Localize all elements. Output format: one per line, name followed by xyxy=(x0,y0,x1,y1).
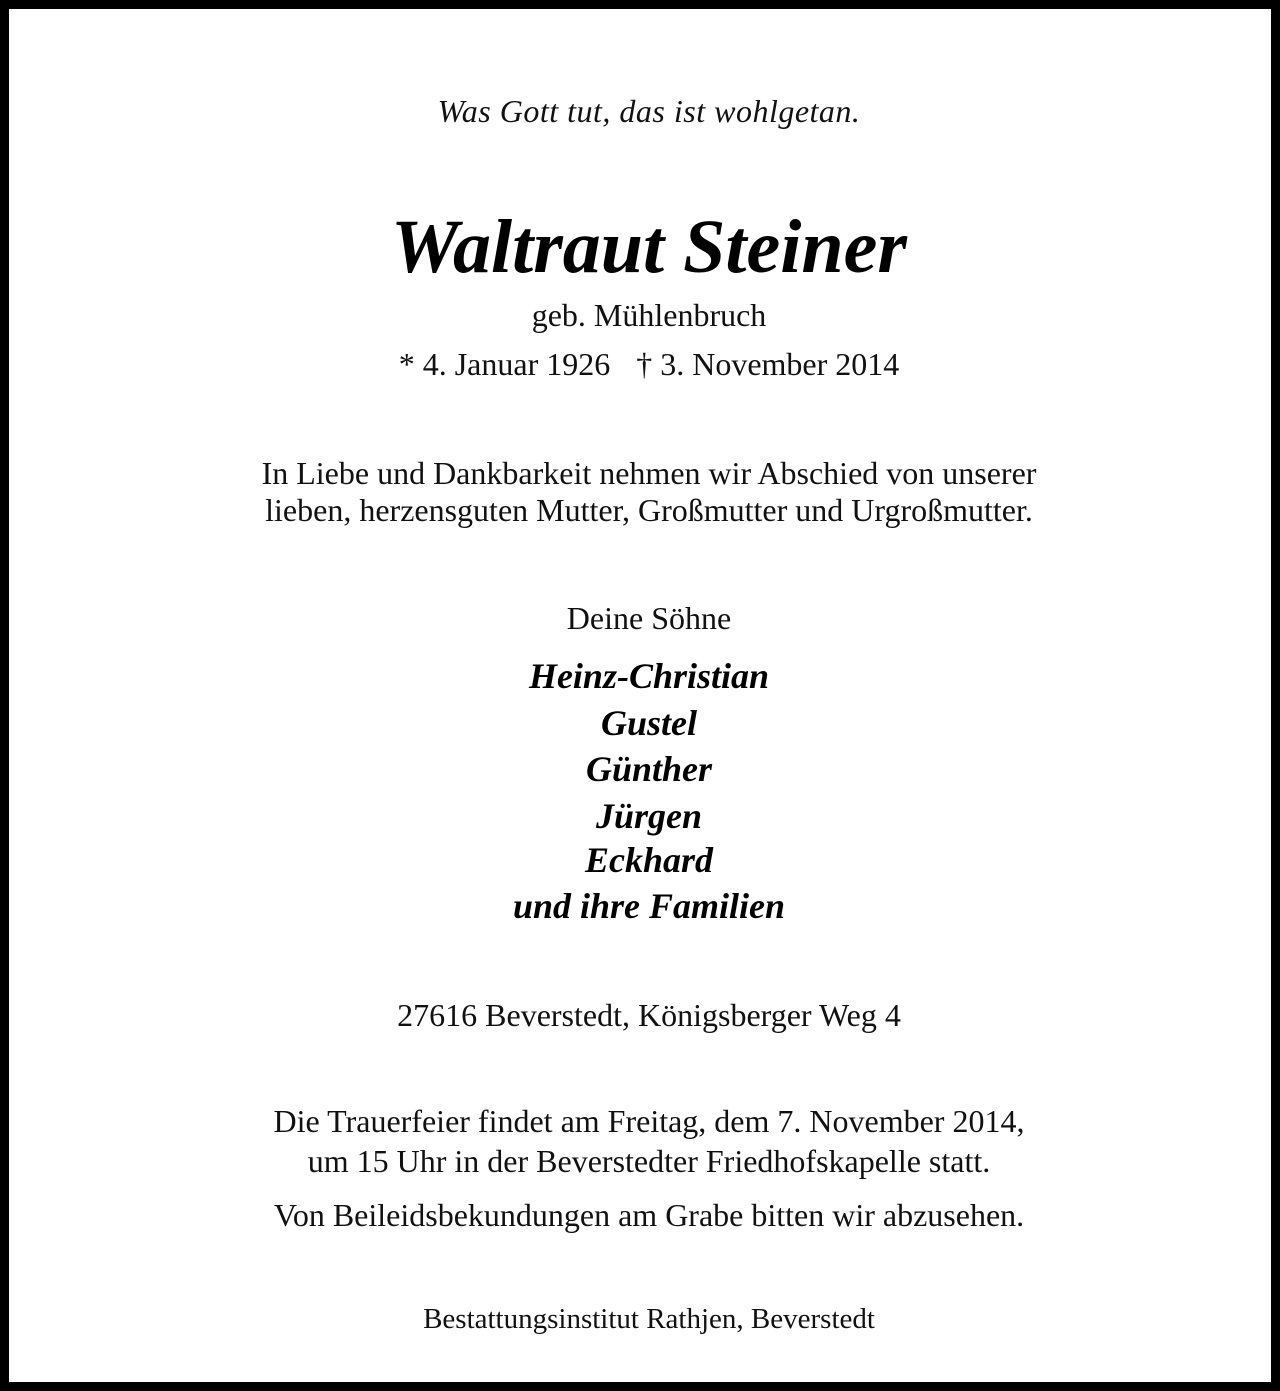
mourners-label: Deine Söhne xyxy=(566,600,732,636)
death-date: † 3. November 2014 xyxy=(636,346,900,382)
mourner-name: Jürgen xyxy=(595,796,703,836)
deceased-name: Waltraut Steiner xyxy=(391,205,907,289)
mourner-families: und ihre Familien xyxy=(512,886,786,926)
maiden-name: geb. Mühlenbruch xyxy=(531,297,767,333)
farewell-text-line: In Liebe und Dankbarkeit nehmen wir Abschied von unserer xyxy=(261,455,1037,491)
family-address: 27616 Beverstedt, Königsberger Weg 4 xyxy=(397,997,901,1033)
motto: Was Gott tut, das ist wohlgetan. xyxy=(437,93,861,129)
mourner-name: Gustel xyxy=(600,703,697,743)
mourner-name: Heinz-Christian xyxy=(528,656,770,696)
undertaker: Bestattungsinstitut Rathjen, Beverstedt xyxy=(423,1303,875,1335)
mourner-name: Eckhard xyxy=(584,840,714,880)
birth-date: * 4. Januar 1926 xyxy=(398,346,611,382)
condolence-note: Von Beileidsbekundungen am Grabe bitten wir abzusehen. xyxy=(273,1197,1025,1233)
life-dates xyxy=(9,348,1280,380)
funeral-text-line: Die Trauerfeier findet am Freitag, dem 7. November 2014, xyxy=(273,1103,1025,1139)
farewell-text-line: lieben, herzensguten Mutter, Großmutter und Urgroßmutter. xyxy=(265,492,1033,528)
funeral-text-line: um 15 Uhr in der Beverstedter Friedhofskapelle statt. xyxy=(307,1143,991,1179)
mourner-name: Günther xyxy=(585,749,713,789)
